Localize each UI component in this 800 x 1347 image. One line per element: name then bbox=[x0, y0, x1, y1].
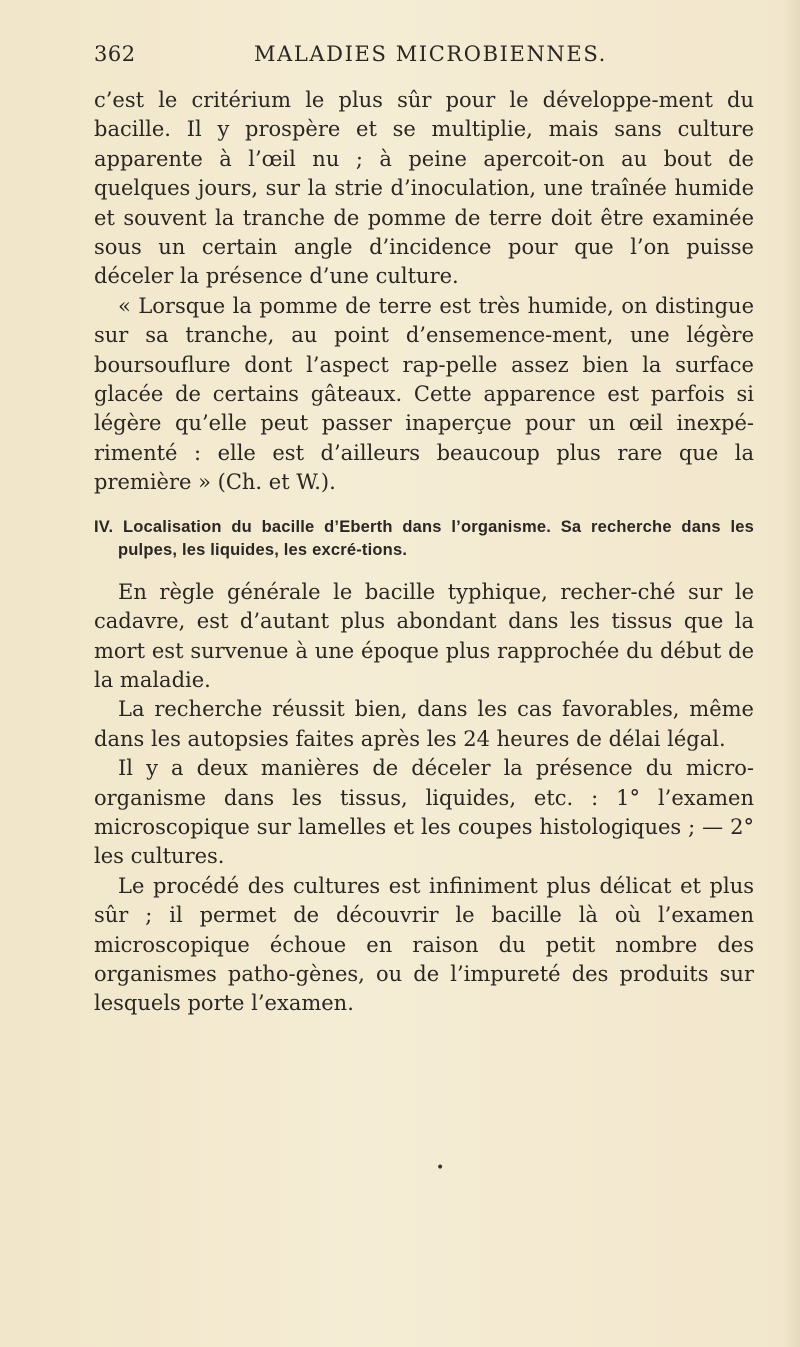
paragraph: c’est le critérium le plus sûr pour le développe-ment du bacille. Il y prospère et se multiplie, mais sans culture apparente à l’œil nu ; à peine apercoit-on au bout de quelques jours, sur la strie d’inoculation, une traînée humide et souvent la tranche de pomme de terre doit être examinée sous un certain angle d’incidence pour que l’on puisse déceler la présence d’une culture. bbox=[94, 88, 754, 289]
section-heading: IV. Localisation du bacille d’Eberth dans l’organisme. Sa recherche dans les pulpes, les liquides, les excré-tions. bbox=[94, 517, 754, 559]
paragraph: Il y a deux manières de déceler la présence du micro-organisme dans les tissus, liquides, etc. : 1° l’examen microscopique sur lamelles et les coupes histologiques ; — 2° les cultures. bbox=[94, 756, 754, 869]
paragraph: En règle générale le bacille typhique, recher-ché sur le cadavre, est d’autant plus abondant dans les tissus que la mort est survenue à une époque plus rapprochée du début de la maladie. bbox=[94, 579, 754, 692]
footer-mark: • bbox=[436, 1160, 445, 1176]
paragraph: « Lorsque la pomme de terre est très humide, on distingue sur sa tranche, au point d’ensemence-ment, une légère boursouflure dont l’aspect rap-pelle assez bien la surface glacée de certains gâteaux. Cette apparence est parfois si légère qu’elle peut passer inaperçue pour un œil inexpé-rimenté : elle est d’ailleurs beaucoup plus rare que la première » (Ch. et W.). bbox=[94, 293, 754, 495]
running-title: MALADIES MICROBIENNES. bbox=[254, 42, 607, 66]
page-header bbox=[94, 42, 754, 78]
paragraph: La recherche réussit bien, dans les cas favorables, même dans les autopsies faites après les 24 heures de délai légal. bbox=[94, 697, 754, 751]
paragraph: Le procédé des cultures est infiniment plus délicat et plus sûr ; il permet de découvrir le bacille là où l’examen microscopique échoue en raison du petit nombre des organismes patho-gènes, ou de l’impureté des produits sur lesquels porte l’examen. bbox=[94, 873, 754, 1016]
page-number: 362 bbox=[94, 42, 136, 66]
page-edge-shadow bbox=[782, 0, 800, 1347]
body-text bbox=[94, 86, 754, 1019]
